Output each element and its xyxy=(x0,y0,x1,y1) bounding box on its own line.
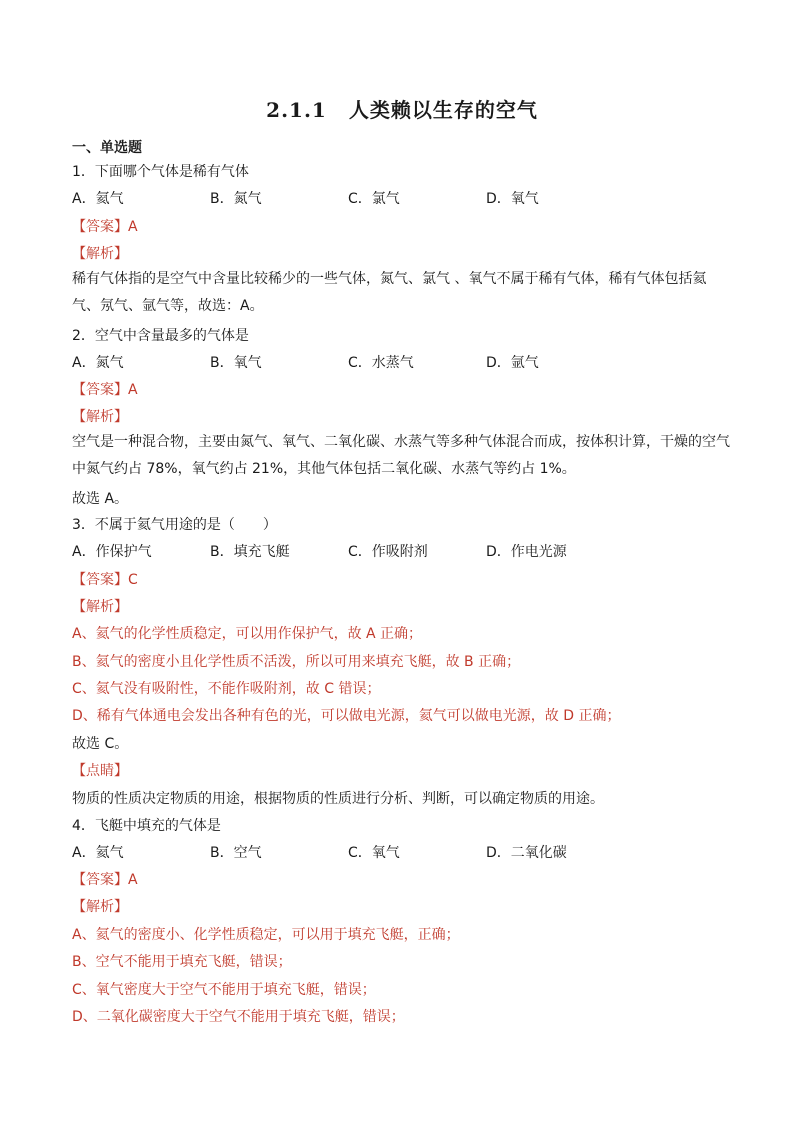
question-2-conclusion: 故选 A。 xyxy=(72,491,129,507)
option-d: D．氧气 xyxy=(486,191,539,207)
option-d: D．作电光源 xyxy=(486,544,567,560)
question-2-analysis-label: 【解析】 xyxy=(72,409,128,425)
title-text: 人类赖以生存的空气 xyxy=(348,98,538,122)
option-b: B．氮气 xyxy=(210,191,262,207)
title-number: 2.1.1 xyxy=(266,98,327,122)
option-b: B．填充飞艇 xyxy=(210,544,290,560)
option-c: C．作吸附剂 xyxy=(348,544,428,560)
question-2-stem: 2．空气中含量最多的气体是 xyxy=(72,328,249,344)
question-1-stem: 1．下面哪个气体是稀有气体 xyxy=(72,164,249,180)
question-4-analysis-line: C、氧气密度大于空气不能用于填充飞艇，错误； xyxy=(72,982,376,998)
question-3-stem: 3．不属于氦气用途的是（ ） xyxy=(72,517,277,533)
option-a: A．氮气 xyxy=(72,355,124,371)
question-3-analysis-line: C、氦气没有吸附性，不能作吸附剂，故 C 错误； xyxy=(72,681,381,697)
option-c: C．氧气 xyxy=(348,845,400,861)
question-1-options xyxy=(72,189,732,209)
question-2-analysis: 空气是一种混合物，主要由氮气、氧气、二氧化碳、水蒸气等多种气体混合而成，按体积计算，干燥的空气中氮气约占 78%，氧气约占 21%，其他气体包括二氧化碳、水蒸气等约占 1%。 xyxy=(72,434,730,477)
question-4-options xyxy=(72,843,732,863)
question-4-analysis-label: 【解析】 xyxy=(72,899,128,915)
question-4-analysis-line: B、空气不能用于填充飞艇，错误； xyxy=(72,954,292,970)
question-3-comment-label: 【点睛】 xyxy=(72,763,128,779)
question-1-analysis-label: 【解析】 xyxy=(72,246,128,262)
option-a: A．氦气 xyxy=(72,191,124,207)
question-2-answer: 【答案】A xyxy=(72,382,138,398)
option-a: A．作保护气 xyxy=(72,544,152,560)
question-2-options xyxy=(72,353,732,373)
option-d: D．二氧化碳 xyxy=(486,845,567,861)
question-3-analysis-label: 【解析】 xyxy=(72,599,128,615)
question-1-analysis: 稀有气体指的是空气中含量比较稀少的一些气体，氮气、氯气 、氧气不属于稀有气体，稀有气体包括氦气、氖气、氩气等，故选：A。 xyxy=(72,271,707,314)
question-3-analysis-line: A、氦气的化学性质稳定，可以用作保护气，故 A 正确； xyxy=(72,626,423,642)
question-4-answer: 【答案】A xyxy=(72,872,138,888)
question-3-analysis-line: B、氦气的密度小且化学性质不活泼，所以可用来填充飞艇，故 B 正确； xyxy=(72,654,521,670)
option-d: D．氩气 xyxy=(486,355,539,371)
question-3-comment: 物质的性质决定物质的用途，根据物质的性质进行分析、判断，可以确定物质的用途。 xyxy=(72,791,604,807)
section-heading: 一、单选题 xyxy=(72,140,142,156)
option-c: C．水蒸气 xyxy=(348,355,414,371)
question-3-conclusion: 故选 C。 xyxy=(72,736,129,752)
option-b: B．空气 xyxy=(210,845,262,861)
option-c: C．氯气 xyxy=(348,191,400,207)
option-a: A．氦气 xyxy=(72,845,124,861)
question-1-answer: 【答案】A xyxy=(72,219,138,235)
question-4-analysis-line: D、二氧化碳密度大于空气不能用于填充飞艇，错误； xyxy=(72,1009,405,1025)
question-3-answer: 【答案】C xyxy=(72,572,138,588)
question-3-options xyxy=(72,542,732,562)
question-4-analysis-line: A、氦气的密度小、化学性质稳定，可以用于填充飞艇，正确； xyxy=(72,927,460,943)
question-4-stem: 4．飞艇中填充的气体是 xyxy=(72,818,221,834)
page-title xyxy=(72,94,732,123)
question-3-analysis-line: D、稀有气体通电会发出各种有色的光，可以做电光源，氦气可以做电光源，故 D 正确； xyxy=(72,708,621,724)
option-b: B．氧气 xyxy=(210,355,262,371)
